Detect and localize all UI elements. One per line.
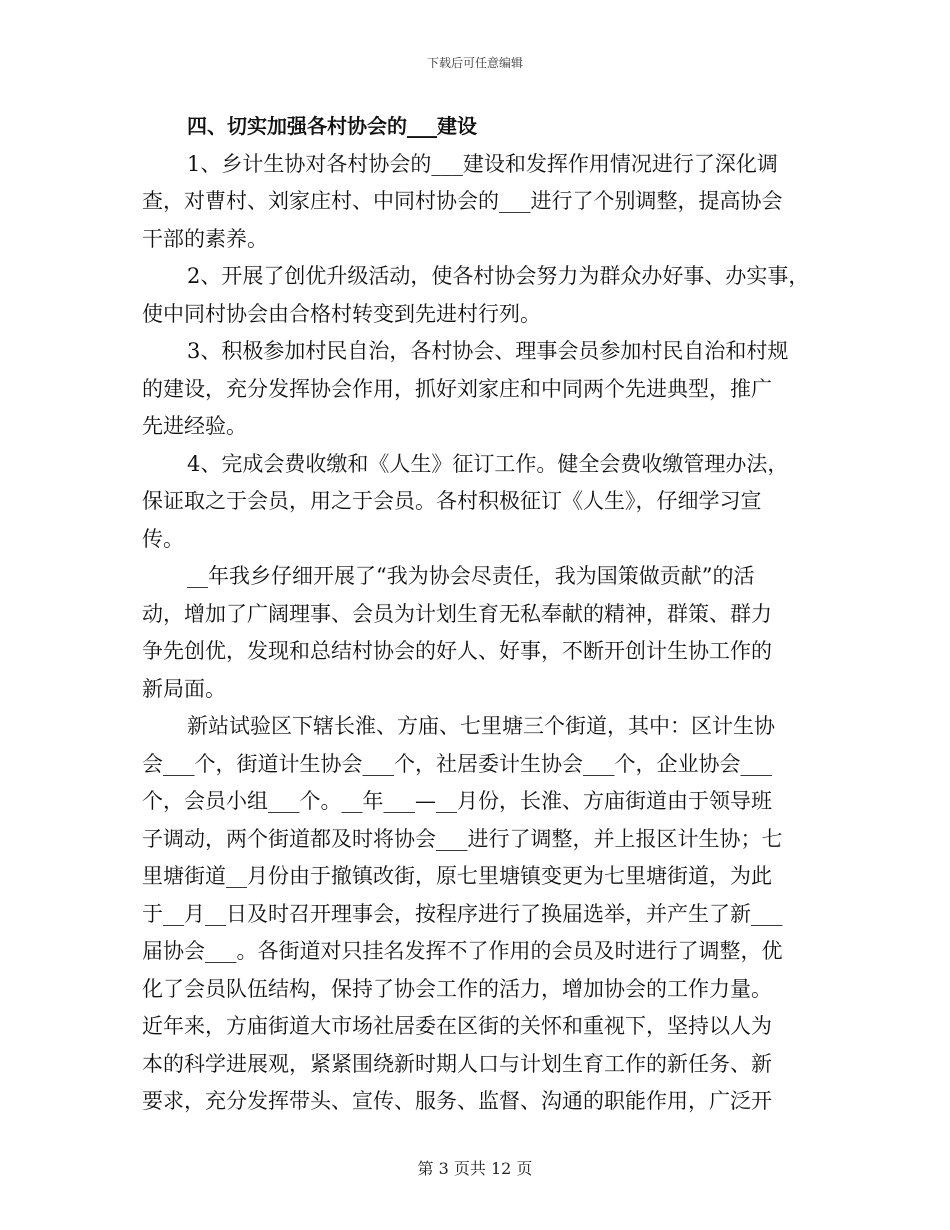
page-header: 下载后可任意编辑: [426, 56, 523, 70]
text-line: 查，对曹村、刘家庄村、中同村协会的___进行了个别调整，提高协会: [142, 189, 783, 213]
text-line: 要求，充分发挥带头、宣传、服务、监督、沟通的职能作用，广泛开: [142, 1089, 772, 1113]
text-line: 化了会员队伍结构，保持了协会工作的活力，增加协会的工作力量。: [142, 976, 772, 1001]
text-line: 子调动，两个街道都及时将协会___进行了调整，并上报区计生协；七: [142, 826, 783, 851]
text-line: 争先创优，发现和总结村协会的好人、好事，不断开创计生协工作的: [142, 639, 772, 663]
text-line: 传。: [142, 526, 184, 551]
text-line: 本的科学进展观，紧紧围绕新时期人口与计划生育工作的新任务、新: [142, 1051, 772, 1076]
text-line: 使中同村协会由合格村转变到先进村行列。: [142, 301, 541, 326]
text-line: 个，会员小组___个。__年___—__月份，长淮、方庙街道由于领导班: [142, 789, 772, 813]
text-line: 新站试验区下辖长淮、方庙、七里塘三个街道，其中：区计生协: [187, 714, 775, 738]
text-line: 4、完成会费收缴和《人生》征订工作。健全会费收缴管理办法，: [187, 451, 789, 476]
text-line: 近年来，方庙街道大市场社居委在区街的关怀和重视下，坚持以人为: [142, 1014, 772, 1038]
section-heading: 四、切实加强各村协会的___建设: [187, 114, 477, 138]
page-footer: 第 3 页共 12 页: [417, 1159, 533, 1178]
text-line: 2、开展了创优升级活动，使各村协会努力为群众办好事、办实事，: [187, 264, 810, 288]
text-line: 先进经验。: [142, 414, 247, 438]
text-line: 动，增加了广阔理事、会员为计划生育无私奉献的精神，群策、群力: [142, 601, 772, 626]
text-line: 届协会___。各街道对只挂名发挥不了作用的会员及时进行了调整，优: [142, 939, 783, 963]
document-body: [142, 108, 810, 1121]
text-line: 1、乡计生协对各村协会的___建设和发挥作用情况进行了深化调: [187, 151, 778, 176]
text-line: 3、积极参加村民自治，各村协会、理事会员参加村民自治和村规: [187, 339, 789, 363]
text-line: __年我乡仔细开展了“我为协会尽责任，我为国策做贡献”的活: [187, 564, 755, 588]
text-line: 干部的素养。: [142, 226, 268, 251]
text-line: 会___个，街道计生协会___个，社居委计生协会___个，企业协会___: [142, 751, 772, 776]
text-line: 于__月__日及时召开理事会，按程序进行了换届选举，并产生了新___: [142, 901, 783, 926]
text-line: 的建设，充分发挥协会作用，抓好刘家庄和中同两个先进典型，推广: [142, 376, 772, 401]
text-line: 保证取之于会员，用之于会员。各村积极征订《人生》，仔细学习宣: [142, 489, 762, 513]
text-line: 新局面。: [142, 676, 226, 701]
text-line: 里塘街道__月份由于撤镇改街，原七里塘镇变更为七里塘街道，为此: [142, 864, 772, 888]
